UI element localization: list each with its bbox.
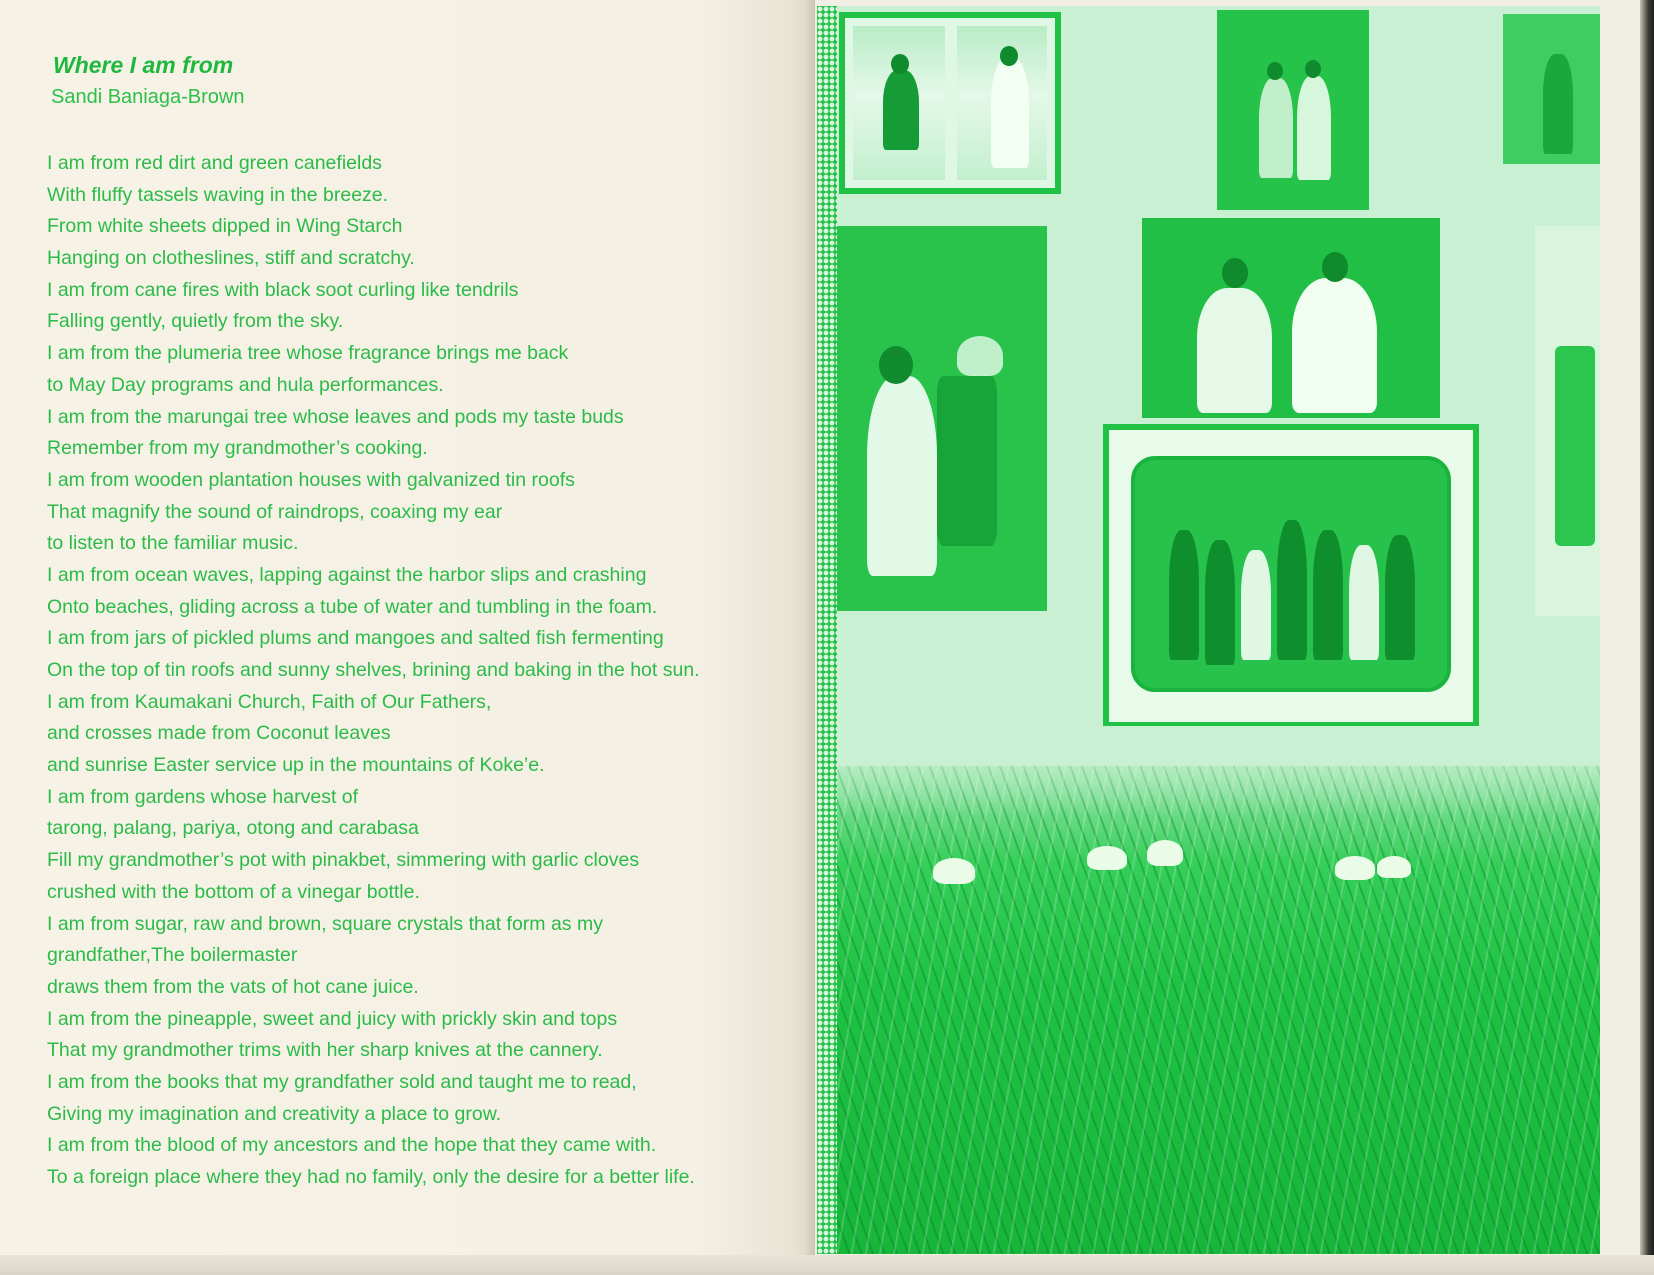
poem-line: I am from the plumeria tree whose fragrance brings me back — [47, 342, 569, 365]
page-edge-shadow — [1640, 0, 1654, 1275]
photo-group-portrait — [1103, 424, 1479, 728]
photo-collage — [817, 6, 1600, 1254]
poem-line: draws them from the vats of hot cane juice. — [47, 975, 419, 998]
photo-formal-couple — [1142, 218, 1440, 418]
mushroom — [933, 858, 975, 884]
poem-line: That my grandmother trims with her sharp knives at the cannery. — [47, 1039, 603, 1062]
canefield-image — [837, 766, 1600, 1254]
poem-line: Hanging on clotheslines, stiff and scratchy. — [47, 247, 415, 270]
poem-line: Fill my grandmother’s pot with pinakbet, simmering with garlic cloves — [47, 849, 640, 872]
page-bottom-edge — [0, 1255, 1654, 1275]
poem-line: I am from the marungai tree whose leaves and pods my taste buds — [47, 405, 624, 428]
poem-line: grandfather,The boilermaster — [47, 944, 298, 967]
mushroom — [1377, 856, 1411, 878]
poem-line: and crosses made from Coconut leaves — [47, 722, 391, 745]
poem-line: From white sheets dipped in Wing Starch — [47, 215, 403, 238]
poem-line: tarong, palang, pariya, otong and carabasa — [47, 817, 419, 840]
poem-line: With fluffy tassels waving in the breeze. — [47, 183, 389, 206]
canefield-fade — [837, 726, 1600, 816]
poem-line: Giving my imagination and creativity a place to grow. — [47, 1102, 502, 1125]
poem-line: I am from the blood of my ancestors and the hope that they came with. — [47, 1134, 657, 1157]
poem-line: I am from sugar, raw and brown, square crystals that form as my — [47, 912, 603, 935]
mushroom — [1087, 846, 1127, 870]
poem-line: to listen to the familiar music. — [47, 532, 299, 555]
poem-title: Where I am from — [53, 52, 234, 78]
poem-line: I am from the pineapple, sweet and juicy with prickly skin and tops — [47, 1007, 618, 1030]
poem-line: to May Day programs and hula performances. — [47, 373, 444, 396]
mushroom — [1335, 856, 1375, 880]
poem-line: I am from gardens whose harvest of — [47, 785, 359, 808]
poem-line: crushed with the bottom of a vinegar bottle. — [47, 880, 420, 903]
poem-line: Remember from my grandmother’s cooking. — [47, 437, 428, 460]
halftone-dot-strip — [817, 6, 837, 1254]
poem-line: To a foreign place where they had no family, only the desire for a better life. — [47, 1166, 695, 1188]
photo-man-right-edge — [1503, 14, 1600, 164]
poem-line: I am from Kaumakani Church, Faith of Our Fathers, — [47, 690, 492, 713]
poem-line: and sunrise Easter service up in the mountains of Koke’e. — [47, 754, 545, 777]
poem-line: I am from cane fires with black soot curling like tendrils — [47, 278, 519, 301]
poem-line: I am from ocean waves, lapping against the harbor slips and crashing — [47, 563, 647, 586]
photo-edge-fragment — [1535, 226, 1600, 616]
poem-author: Sandi Baniaga-Brown — [51, 86, 245, 108]
poem-line: On the top of tin roofs and sunny shelves, brining and baking in the hot sun. — [47, 659, 700, 681]
left-page — [0, 0, 815, 1275]
poem-line: Falling gently, quietly from the sky. — [47, 310, 344, 333]
photo-seated-man — [839, 12, 1061, 194]
mushroom — [1147, 840, 1183, 866]
photo-seated-man-large — [837, 226, 1047, 611]
poem-line: That magnify the sound of raindrops, coaxing my ear — [47, 500, 503, 523]
poem-line: I am from wooden plantation houses with galvanized tin roofs — [47, 468, 575, 491]
poem-body — [47, 148, 807, 1194]
poem-line: Onto beaches, gliding across a tube of water and tumbling in the foam. — [47, 595, 658, 618]
poem-line: I am from red dirt and green canefields — [47, 152, 382, 174]
poem-line: I am from jars of pickled plums and mangoes and salted fish fermenting — [47, 627, 664, 650]
poem-line: I am from the books that my grandfather sold and taught me to read, — [47, 1070, 637, 1093]
photo-couple-standing — [1217, 10, 1369, 210]
